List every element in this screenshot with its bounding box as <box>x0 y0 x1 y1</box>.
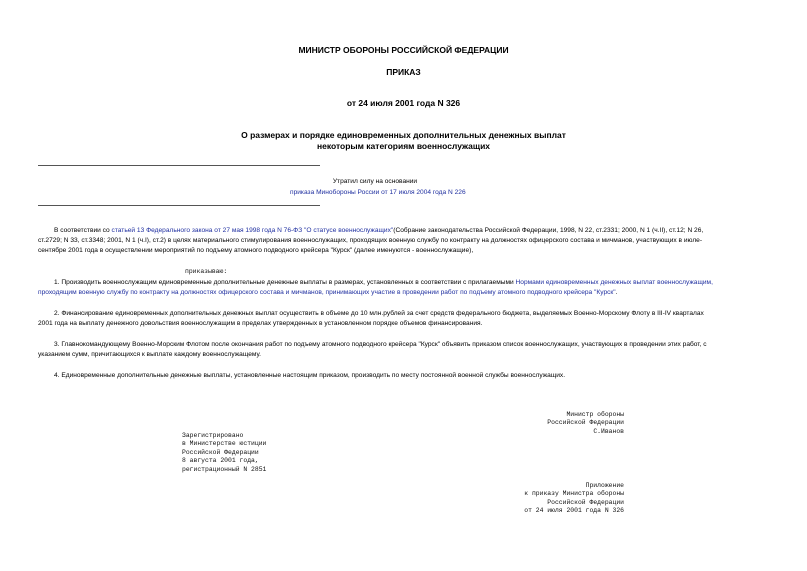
law-article-link[interactable]: статьей 13 Федерального закона от 27 мая 1998 года N 76-ФЗ "О статусе военнослужащих" <box>111 227 394 234</box>
signature-name: С.Иванов <box>593 427 624 435</box>
appendix-line-3: Российской Федерации <box>547 498 624 506</box>
item-3-paragraph <box>38 340 772 360</box>
appendix-line-4: от 24 июля 2001 года N 326 <box>524 507 624 515</box>
appendix-block <box>500 482 624 516</box>
title-line-2: некоторым категориям военнослужащих <box>316 141 491 151</box>
item-2-paragraph <box>38 309 772 329</box>
registration-block <box>182 432 266 474</box>
norms-link-continued[interactable]: проходящим военную службу по контракту на должностях офицерского состава и мичманов, принимающих участие в проведении работ по подъему атомного подводного крейсера "Курск" <box>38 289 616 297</box>
item-2-line-2: 2001 года на выплату денежного довольствия военнослужащим в пределах утвержденных в установленном порядке объемов финансирования. <box>38 320 483 328</box>
signature-block <box>520 411 624 436</box>
preamble-paragraph <box>38 226 772 257</box>
registration-line-5: регистрационный N 2851 <box>182 465 267 473</box>
repeal-note-text: Утратил силу на основании <box>332 178 418 185</box>
preamble-line-3: сентябре 2001 года в осуществлении мероприятий по подъему атомного подводного крейсера "Курск" (далее именуются - военнослужащие), <box>38 247 474 255</box>
preamble-line-2: ст.2729; N 33, ст.3348; 2001, N 1 (ч.I), ст.2) в целях материального стимулирования военнослужащих, проходящих военную службу по контракту на должностях офицерского состава и мичманов, участвующих в июле- <box>38 237 703 245</box>
doc-type-heading: ПРИКАЗ <box>386 67 421 77</box>
item-1-paragraph <box>38 278 772 298</box>
item-3-line-2: указанием сумм, причитающихся к выплате каждому военнослужащему. <box>38 351 261 359</box>
repeal-link[interactable]: приказа Минобороны России от 17 июля 2004 года N 226 <box>290 189 466 196</box>
item-1-line-1: 1. Производить военнослужащим единовременные дополнительные денежные выплаты в размерах, установленных в соответствии с прилагаемыми Нормами единовременных денежных выплат военнослужащим, <box>54 279 713 286</box>
bottom-divider <box>38 205 320 206</box>
appendix-line-1: Приложение <box>585 482 624 489</box>
item-4-paragraph <box>38 371 772 381</box>
appendix-line-2: к приказу Министра обороны <box>524 490 624 498</box>
item-3-line-1: 3. Главнокомандующему Военно-Морским Флотом после окончания работ по подъему атомного подводного крейсера "Курск" объявить приказом список военнослужащих, участвующих в проведении этих работ, с <box>54 341 707 348</box>
registration-line-1: Зарегистрировано <box>182 432 244 439</box>
ministry-heading: МИНИСТР ОБОРОНЫ РОССИЙСКОЙ ФЕДЕРАЦИИ <box>298 45 509 55</box>
title-line-1: О размерах и порядке единовременных дополнительных денежных выплат <box>241 130 566 140</box>
order-word: приказываю: <box>185 268 228 275</box>
item-2-line-1: 2. Финансирование единовременных дополнительных денежных выплат осуществить в объеме до 10 млн.рублей за счет средств федерального бюджета, выделяемых Военно-Морскому Флоту в III-IV кварталах <box>54 310 704 317</box>
item-1-line-2: проходящим военную службу по контракту на должностях офицерского состава и мичманов, принимающих участие в проведении работ по подъему атомного подводного крейсера "Курск". <box>38 289 618 297</box>
date-number-heading: от 24 июля 2001 года N 326 <box>346 98 461 108</box>
registration-line-3: Российской Федерации <box>182 448 259 456</box>
top-divider <box>38 165 320 166</box>
registration-line-2: в Министерстве юстиции <box>182 440 267 448</box>
item-4-line-1: 4. Единовременные дополнительные денежные выплаты, установленные настоящим приказом, производить по месту постоянной военной службы военнослужащих. <box>54 372 566 379</box>
registration-line-4: 8 августа 2001 года, <box>182 457 259 465</box>
signature-title: Министр обороны <box>566 411 624 418</box>
preamble-line-1: В соответствии со статьей 13 Федерального закона от 27 мая 1998 года N 76-ФЗ "О статусе военнослужащих"(Собрание законодательства Российской Федерации, 1998, N 22, ст.2331; 2000, N 1 (ч.II), ст.12; N 26, <box>54 227 704 234</box>
norms-link[interactable]: Нормами единовременных денежных выплат военнослужащим, <box>515 279 713 286</box>
signature-country: Российской Федерации <box>547 419 624 427</box>
